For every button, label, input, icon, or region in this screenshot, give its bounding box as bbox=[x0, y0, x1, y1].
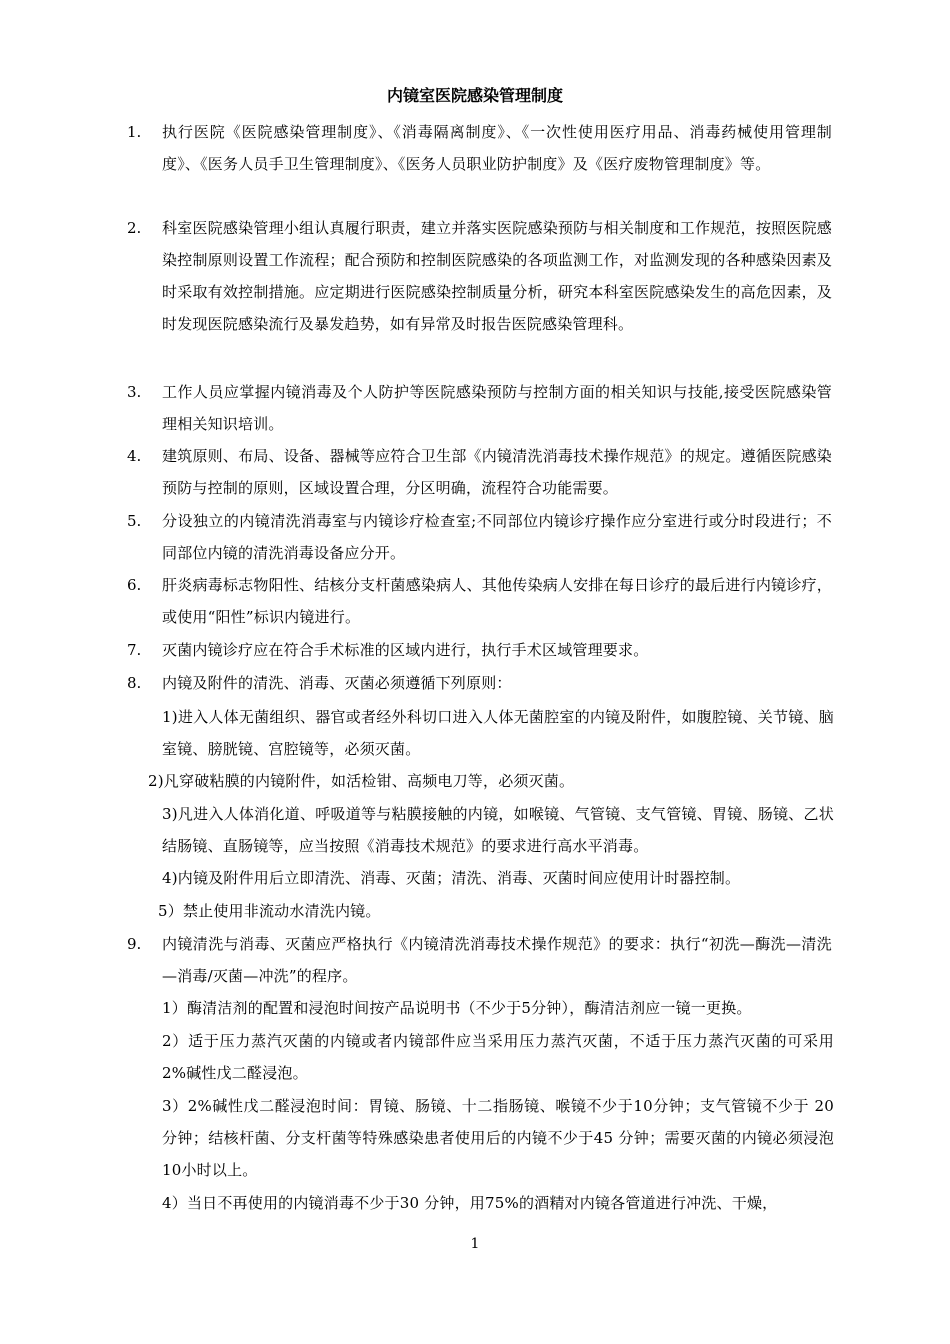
sub-item: 2）适于压力蒸汽灭菌的内镜或者内镜部件应当采用压力蒸汽灭菌，不适于压力蒸汽灭菌的可采用2%碱性戊二醛浸泡。 bbox=[162, 1032, 834, 1082]
sub-item: 4）当日不再使用的内镜消毒不少于30 分钟，用75%的酒精对内镜各管道进行冲洗、干燥， bbox=[162, 1194, 778, 1212]
document-title: 内镜室医院感染管理制度 bbox=[386, 86, 563, 105]
sub-item: 3)凡进入人体消化道、呼吸道等与粘膜接触的内镜，如喉镜、气管镜、支气管镜、胃镜、肠镜、乙状结肠镜、直肠镜等，应当按照《消毒技术规范》的要求进行高水平消毒。 bbox=[162, 805, 834, 855]
item-text: 肝炎病毒标志物阳性、结核分支杆菌感染病人、其他传染病人安排在每日诊疗的最后进行内镜诊疗，或使用“阳性”标识内镜进行。 bbox=[162, 576, 832, 626]
sub-item: 1)进入人体无菌组织、器官或者经外科切口进入人体无菌腔室的内镜及附件，如腹腔镜、关节镜、脑室镜、膀胱镜、宫腔镜等，必须灭菌。 bbox=[162, 708, 834, 758]
item-text: 内镜及附件的清洗、消毒、灭菌必须遵循下列原则： bbox=[162, 674, 512, 692]
item-text: 内镜清洗与消毒、灭菌应严格执行《内镜清洗消毒技术操作规范》的要求：执行“初洗—酶洗—清洗—消毒/灭菌—冲洗”的程序。 bbox=[162, 935, 832, 985]
item-number: 5. bbox=[127, 512, 142, 530]
item-text: 执行医院《医院感染管理制度》、《消毒隔离制度》、《一次性使用医疗用品、消毒药械使用管理制度》、《医务人员手卫生管理制度》、《医务人员职业防护制度》及《医疗废物管理制度》等。 bbox=[162, 123, 832, 173]
item-number: 4. bbox=[127, 447, 142, 465]
sub-item: 2)凡穿破粘膜的内镜附件，如活检钳、高频电刀等，必须灭菌。 bbox=[148, 772, 575, 790]
page-number: 1 bbox=[470, 1236, 480, 1252]
item-text: 建筑原则、布局、设备、器械等应符合卫生部《内镜清洗消毒技术操作规范》的规定。遵循医院感染预防与控制的原则，区域设置合理，分区明确，流程符合功能需要。 bbox=[162, 447, 832, 497]
item-number: 2. bbox=[127, 219, 142, 237]
item-number: 8. bbox=[127, 674, 142, 692]
item-text: 科室医院感染管理小组认真履行职责，建立并落实医院感染预防与相关制度和工作规范，按照医院感染控制原则设置工作流程；配合预防和控制医院感染的各项监测工作，对监测发现的各种感染因素及时采取有效控制措施。应定期进行医院感染控制质量分析，研究本科室医院感染发生的高危因素，及时发现医院感染流行及暴发趋势，如有异常及时报告医院感染管理科。 bbox=[162, 219, 832, 333]
sub-item: 4)内镜及附件用后立即清洗、消毒、灭菌；清洗、消毒、灭菌时间应使用计时器控制。 bbox=[162, 869, 741, 887]
item-number: 6. bbox=[127, 576, 142, 594]
item-number: 1. bbox=[127, 123, 142, 141]
item-number: 3. bbox=[127, 383, 142, 401]
item-number: 7. bbox=[127, 641, 142, 659]
sub-item: 3）2%碱性戊二醛浸泡时间：胃镜、肠镜、十二指肠镜、喉镜不少于10分钟；支气管镜不少于 20 分钟；结核杆菌、分支杆菌等特殊感染患者使用后的内镜不少于45 分钟；需要灭菌的内镜必须浸泡10小时以上。 bbox=[162, 1097, 834, 1179]
item-text: 灭菌内镜诊疗应在符合手术标准的区域内进行，执行手术区域管理要求。 bbox=[162, 641, 649, 659]
item-text: 工作人员应掌握内镜消毒及个人防护等医院感染预防与控制方面的相关知识与技能,接受医院感染管理相关知识培训。 bbox=[162, 383, 832, 433]
sub-item: 1）酶清洁剂的配置和浸泡时间按产品说明书（不少于5分钟），酶清洁剂应一镜一更换。 bbox=[162, 999, 752, 1017]
item-text: 分设独立的内镜清洗消毒室与内镜诊疗检查室;不同部位内镜诊疗操作应分室进行或分时段进行；不同部位内镜的清洗消毒设备应分开。 bbox=[162, 512, 832, 562]
item-number: 9. bbox=[127, 935, 142, 953]
sub-item: 5）禁止使用非流动水清洗内镜。 bbox=[158, 902, 381, 920]
